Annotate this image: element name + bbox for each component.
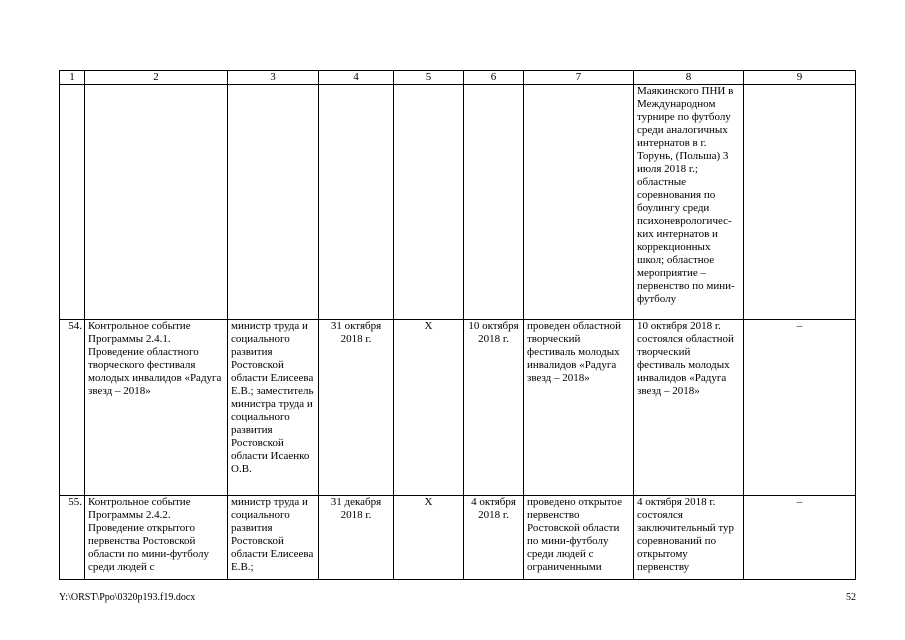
- page-number: 52: [846, 592, 856, 603]
- table-row: [60, 320, 856, 496]
- plan-date-cell: 31 октября 2018 г.: [319, 320, 394, 496]
- table-cell: [394, 85, 464, 320]
- table-cell: [464, 85, 524, 320]
- table-cell: [524, 85, 634, 320]
- continuation-row: [60, 85, 856, 320]
- column-number: 7: [524, 71, 634, 85]
- event-cell: Контрольное событие Программы 2.4.1. Проведение областного творческого фестиваля молодых инвалидов «Радуга звезд – 2018»: [85, 320, 228, 496]
- note-cell: [744, 496, 856, 580]
- dash-mark: –: [796, 496, 803, 508]
- info-cell: Маякинского ПНИ в Международном турнире по футболу среди аналогичных интернатов в г. Торунь, (Польша) 3 июля 2018 г.; областные соревнования по боулингу среди психоневрологичес-ких интернатов и коррекционных школ; областное мероприятие – первенство по мини-футболу: [634, 85, 744, 320]
- file-path: Y:\ORST\Ppo\0320p193.f19.docx: [59, 592, 196, 603]
- report-table: [59, 70, 856, 580]
- fact-date-cell: 4 октября 2018 г.: [464, 496, 524, 580]
- table-cell: [319, 85, 394, 320]
- column-number: 1: [60, 71, 85, 85]
- x-mark-cell: Х: [394, 496, 464, 580]
- responsible-cell: министр труда и социального развития Ростовской области Елисеева Е.В.; заместитель министра труда и социального развития Ростовской области Исаенко О.В.: [228, 320, 319, 496]
- info-cell: 4 октября 2018 г. состоялся заключительный тур соревнований по открытому первенству: [634, 496, 744, 580]
- column-number: 2: [85, 71, 228, 85]
- row-number: 54.: [60, 320, 85, 496]
- column-number: 9: [744, 71, 856, 85]
- result-cell: проведено открытое первенство Ростовской области по мини-футболу среди людей с ограниченными: [524, 496, 634, 580]
- column-number: 5: [394, 71, 464, 85]
- table-cell: [60, 85, 85, 320]
- column-number: 3: [228, 71, 319, 85]
- row-number: 55.: [60, 496, 85, 580]
- table-cell: [85, 85, 228, 320]
- table-cell: [744, 85, 856, 320]
- responsible-cell: министр труда и социального развития Ростовской области Елисеева Е.В.;: [228, 496, 319, 580]
- column-number: 8: [634, 71, 744, 85]
- x-mark-cell: Х: [394, 320, 464, 496]
- plan-date-cell: 31 декабря 2018 г.: [319, 496, 394, 580]
- info-cell: 10 октября 2018 г. состоялся областной творческий фестиваль молодых инвалидов «Радуга звезд – 2018»: [634, 320, 744, 496]
- note-cell: [744, 320, 856, 496]
- column-number-row: [60, 71, 856, 85]
- event-cell: Контрольное событие Программы 2.4.2. Проведение открытого первенства Ростовской области по мини-футболу среди людей с: [85, 496, 228, 580]
- fact-date-cell: 10 октября 2018 г.: [464, 320, 524, 496]
- column-number: 6: [464, 71, 524, 85]
- table-row: [60, 496, 856, 580]
- result-cell: проведен областной творческий фестиваль молодых инвалидов «Радуга звезд – 2018»: [524, 320, 634, 496]
- column-number: 4: [319, 71, 394, 85]
- dash-mark: –: [796, 320, 803, 332]
- table-cell: [228, 85, 319, 320]
